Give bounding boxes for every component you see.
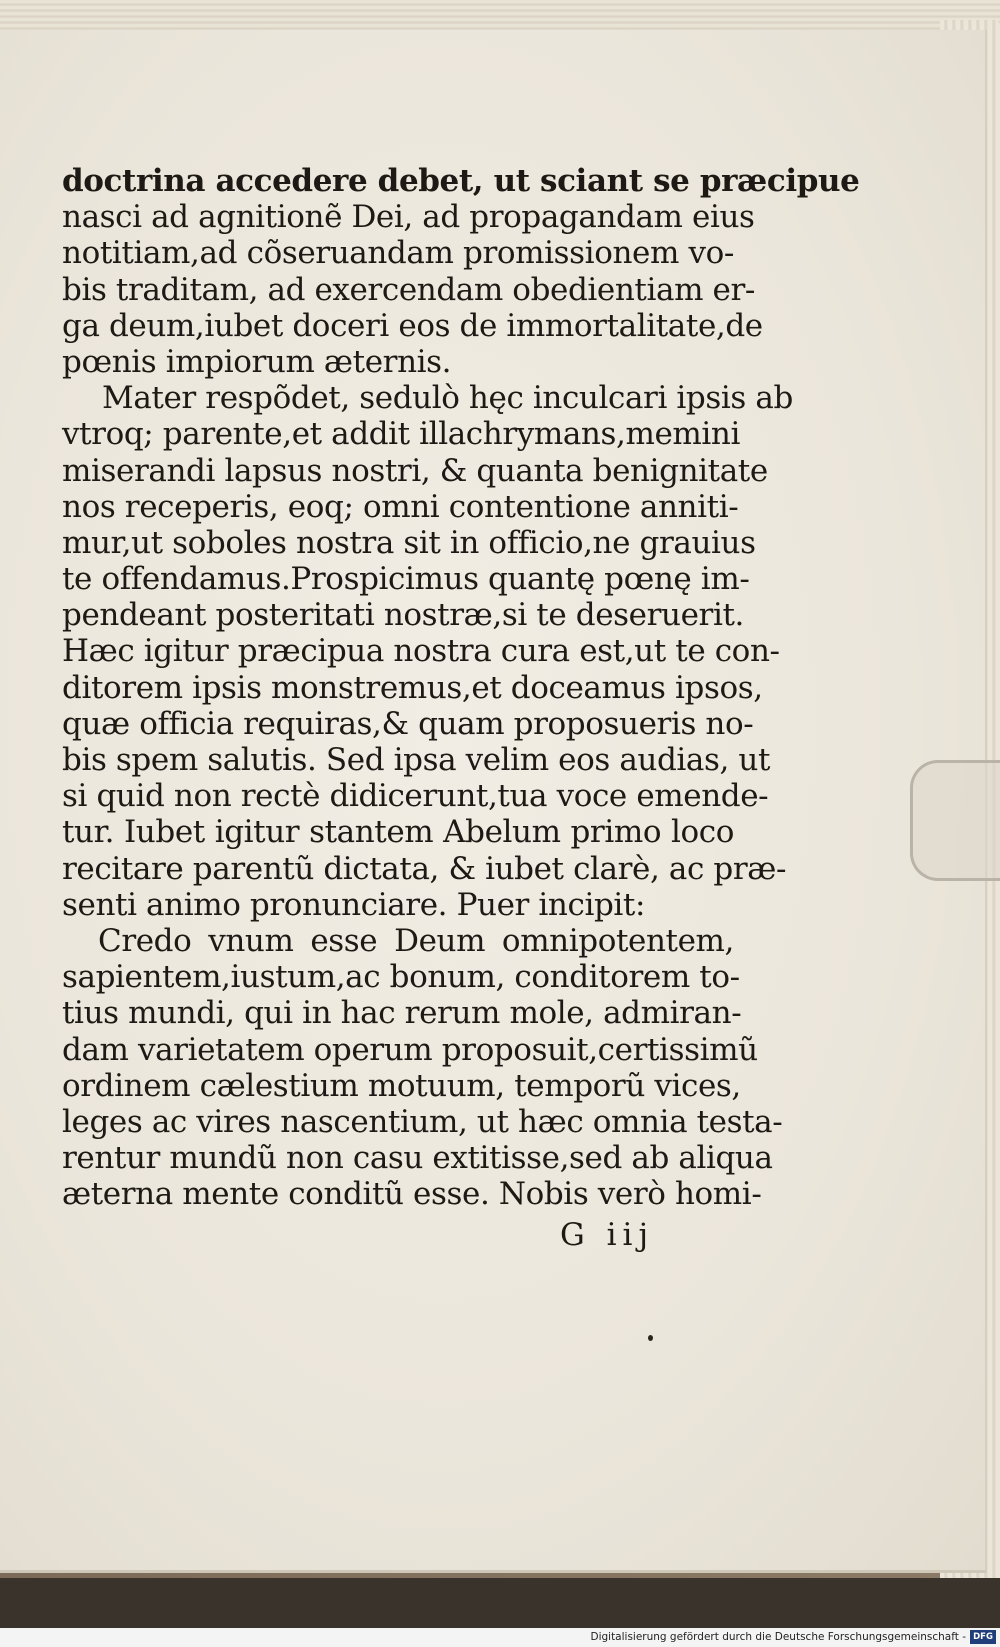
text-line: dam varietatem operum proposuit,certissimũ bbox=[62, 1031, 758, 1068]
text-line: Credo vnum esse Deum omnipotentem, bbox=[98, 922, 734, 959]
text-line: leges ac vires nascentium, ut hæc omnia testa- bbox=[62, 1103, 783, 1140]
text-line: sapientem,iustum,ac bonum, conditorem to- bbox=[62, 959, 740, 996]
ink-speck bbox=[648, 1335, 653, 1341]
text-line: ditorem ipsis monstremus,et doceamus ipsos, bbox=[62, 669, 763, 706]
text-line: nos receperis, eoq; omni contentione anniti- bbox=[62, 488, 739, 525]
text-line: ordinem cælestium motuum, temporũ vices, bbox=[62, 1067, 741, 1104]
text-line: Mater respõdet, sedulò hęc inculcari ipsis ab bbox=[102, 380, 793, 417]
text-line: recitare parentũ dictata, & iubet clarè, ac præ- bbox=[62, 850, 787, 887]
text-line: miserandi lapsus nostri, & quanta benignitate bbox=[62, 452, 768, 489]
text-line: notitiam,ad cõseruandam promissionem vo- bbox=[62, 235, 734, 272]
text-line: æterna mente conditũ esse. Nobis verò homi- bbox=[62, 1176, 762, 1213]
text-line: rentur mundũ non casu extitisse,sed ab aliqua bbox=[62, 1140, 773, 1177]
digitization-credit: Digitalisierung gefördert durch die Deutsche Forschungsgemeinschaft - bbox=[590, 1631, 966, 1643]
text-line: senti animo pronunciare. Puer incipit: bbox=[62, 886, 646, 923]
text-line: te offendamus.Prospicimus quantę pœnę im- bbox=[62, 561, 750, 598]
dfg-logo: DFG bbox=[970, 1630, 996, 1644]
text-line: doctrina accedere debet, ut sciant se præcipue bbox=[62, 163, 860, 199]
text-line: vtroq; parente,et addit illachrymans,memini bbox=[62, 416, 740, 453]
text-line: quæ officia requiras,& quam proposueris no- bbox=[62, 705, 754, 742]
signature-mark: G iij bbox=[560, 1217, 655, 1253]
text-line: nasci ad agnitionẽ Dei, ad propagandam eius bbox=[62, 199, 755, 236]
text-line: bis spem salutis. Sed ipsa velim eos audias, ut bbox=[62, 742, 771, 778]
text-line: pendeant posteritati nostræ,si te deseruerit. bbox=[62, 597, 744, 634]
text-line: ga deum,iubet doceri eos de immortalitate,de bbox=[62, 307, 763, 344]
text-line: bis traditam, ad exercendam obedientiam er- bbox=[62, 271, 755, 308]
page-clip bbox=[910, 760, 1000, 881]
text-line: tius mundi, qui in hac rerum mole, admiran- bbox=[62, 995, 742, 1032]
text-line: si quid non rectè didicerunt,tua voce emende- bbox=[62, 778, 769, 815]
text-line: Hæc igitur præcipua nostra cura est,ut te con- bbox=[62, 633, 780, 670]
body-text bbox=[62, 163, 860, 1213]
text-line: tur. Iubet igitur stantem Abelum primo loco bbox=[62, 814, 734, 851]
text-line: pœnis impiorum æternis. bbox=[62, 343, 452, 380]
scan-bottom-shadow bbox=[0, 1578, 1000, 1628]
text-line: mur,ut soboles nostra sit in officio,ne grauius bbox=[62, 524, 756, 561]
